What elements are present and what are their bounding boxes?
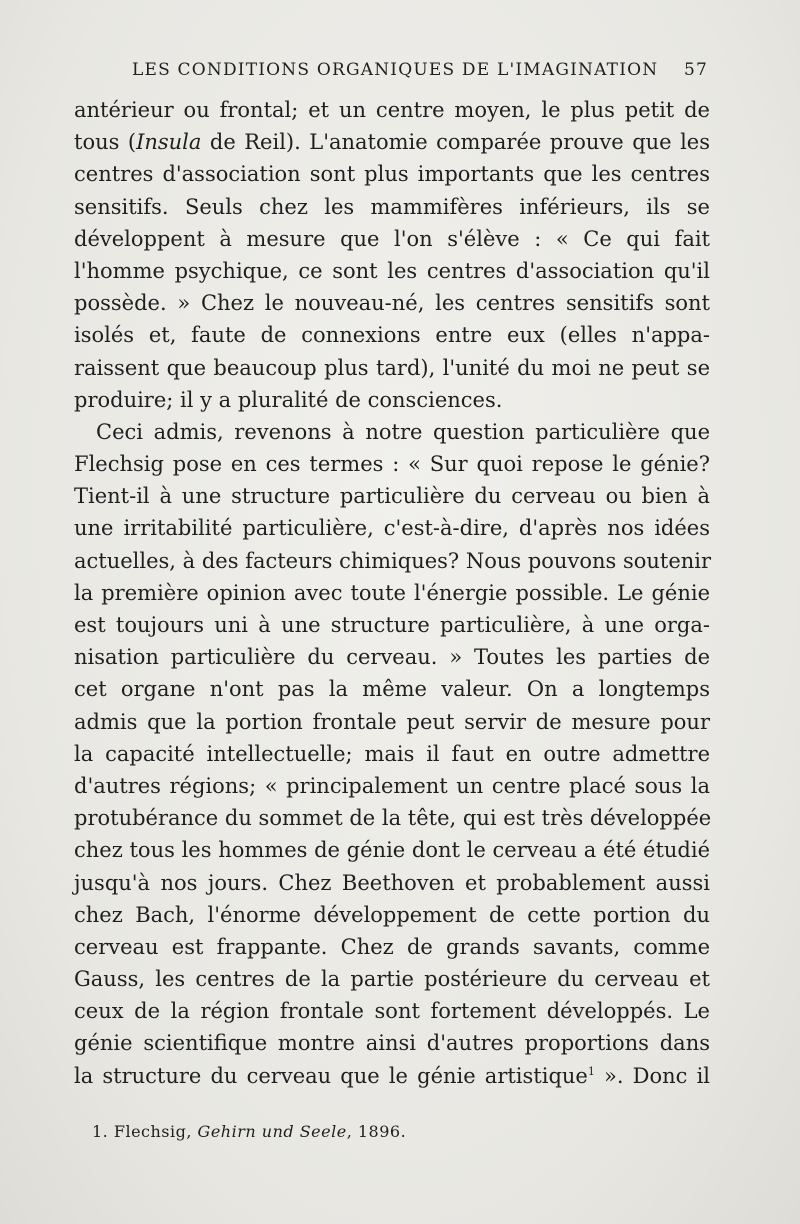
- text-run: antérieur ou frontal; et un centre moyen, le plus petit de: [74, 98, 710, 122]
- running-head-title: LES CONDITIONS ORGANIQUES DE L'IMAGINATION: [132, 60, 659, 80]
- text-line: [74, 384, 710, 416]
- text-run: chez Bach, l'énorme développement de cette portion du: [74, 902, 710, 927]
- text-run: Flechsig pose en ces termes : « Sur quoi repose le génie?: [74, 452, 710, 477]
- text-line: [74, 287, 710, 319]
- page-number: 57: [683, 60, 708, 80]
- text-line: [74, 352, 710, 384]
- text-line: [74, 1027, 710, 1059]
- text-run: produire; il y a pluralité de consciences.: [74, 387, 503, 412]
- text-run: jusqu'à nos jours. Chez Beethoven et probablement aussi: [74, 870, 710, 895]
- text-line: [74, 448, 710, 480]
- footnote-work-title: Gehirn und Seele: [197, 1122, 347, 1141]
- text-line: [74, 931, 710, 963]
- text-run: sensitifs. Seuls chez les mammifères inférieurs, ils se: [74, 194, 710, 219]
- text-run: de Reil). L'anatomie comparée prouve que les: [201, 130, 710, 155]
- text-line: [74, 706, 710, 738]
- text-run: protubérance du sommet de la tête, qui est très développée: [74, 806, 712, 831]
- body-text: [74, 94, 710, 1092]
- text-line: [74, 545, 710, 577]
- text-line: [74, 995, 710, 1027]
- footnote-year: , 1896.: [346, 1122, 407, 1141]
- text-run: possède. » Chez le nouveau-né, les centres sensitifs sont: [74, 291, 710, 316]
- footnote: [92, 1122, 406, 1141]
- text-run: la structure du cerveau que le génie artistique: [74, 1063, 588, 1088]
- text-run: Tient-il à une structure particulière du cerveau ou bien à: [74, 484, 710, 509]
- text-run: l'homme psychique, ce sont les centres d'association qu'il: [74, 258, 710, 283]
- text-run: raissent que beaucoup plus tard), l'unité du moi ne peut se: [74, 355, 710, 380]
- text-run: chez tous les hommes de génie dont le cerveau a été étudié: [74, 838, 710, 863]
- text-run: cet organe n'ont pas la même valeur. On a longtemps: [74, 677, 710, 702]
- text-run: une irritabilité particulière, c'est-à-dire, d'après nos idées: [74, 516, 710, 541]
- text-run: développent à mesure que l'on s'élève : « Ce qui fait: [74, 226, 710, 251]
- text-line: [74, 641, 710, 673]
- text-run: tous (: [74, 130, 137, 155]
- text-run: ». Donc il: [594, 1063, 711, 1088]
- footnote-number: 1.: [92, 1122, 109, 1141]
- text-line: [74, 963, 710, 995]
- text-run: centres d'association sont plus importants que les centres: [74, 162, 710, 187]
- text-run: la capacité intellectuelle; mais il faut en outre admettre: [74, 741, 710, 766]
- text-run: Gauss, les centres de la partie postérieure du cerveau et: [74, 967, 710, 992]
- text-line: [74, 319, 710, 351]
- text-run: est toujours uni à une structure particulière, à une orga-: [74, 613, 710, 637]
- text-line: [74, 191, 710, 223]
- italic-text: Insula: [136, 130, 202, 155]
- text-run: nisation particulière du cerveau. » Toutes les parties de: [74, 645, 710, 670]
- footnote-author: Flechsig,: [108, 1122, 198, 1141]
- text-line: [74, 770, 710, 802]
- text-line: [74, 802, 710, 834]
- text-line: [74, 1060, 710, 1092]
- text-run: génie scientifique montre ainsi d'autres proportions dans: [74, 1031, 710, 1056]
- text-line: [74, 738, 710, 770]
- text-line: [74, 223, 710, 255]
- text-line: [74, 126, 710, 158]
- text-line: [74, 94, 710, 126]
- text-line: [74, 512, 710, 544]
- text-line: [74, 255, 710, 287]
- text-line: [74, 673, 710, 705]
- text-line: [74, 834, 710, 866]
- text-run: isolés et, faute de connexions entre eux (elles n'appa-: [74, 323, 710, 348]
- text-line: [74, 609, 710, 641]
- text-run: admis que la portion frontale peut servir de mesure pour: [74, 709, 710, 734]
- text-line: [74, 158, 710, 190]
- text-line: [74, 480, 710, 512]
- text-line: [74, 899, 710, 931]
- text-line: [74, 416, 710, 448]
- text-run: ceux de la région frontale sont fortement développés. Le: [74, 999, 710, 1024]
- text-run: d'autres régions; « principalement un centre placé sous la: [74, 773, 710, 798]
- text-run: actuelles, à des facteurs chimiques? Nous pouvons soutenir: [74, 548, 712, 573]
- text-run: cerveau est frappante. Chez de grands savants, comme: [74, 934, 710, 959]
- footnote-reference: 1: [587, 1064, 595, 1078]
- text-line: [74, 577, 710, 609]
- text-line: [74, 867, 710, 899]
- text-run: la première opinion avec toute l'énergie possible. Le génie: [74, 580, 710, 605]
- text-run: Ceci admis, revenons à notre question particulière que: [96, 419, 710, 444]
- running-head: [132, 60, 708, 88]
